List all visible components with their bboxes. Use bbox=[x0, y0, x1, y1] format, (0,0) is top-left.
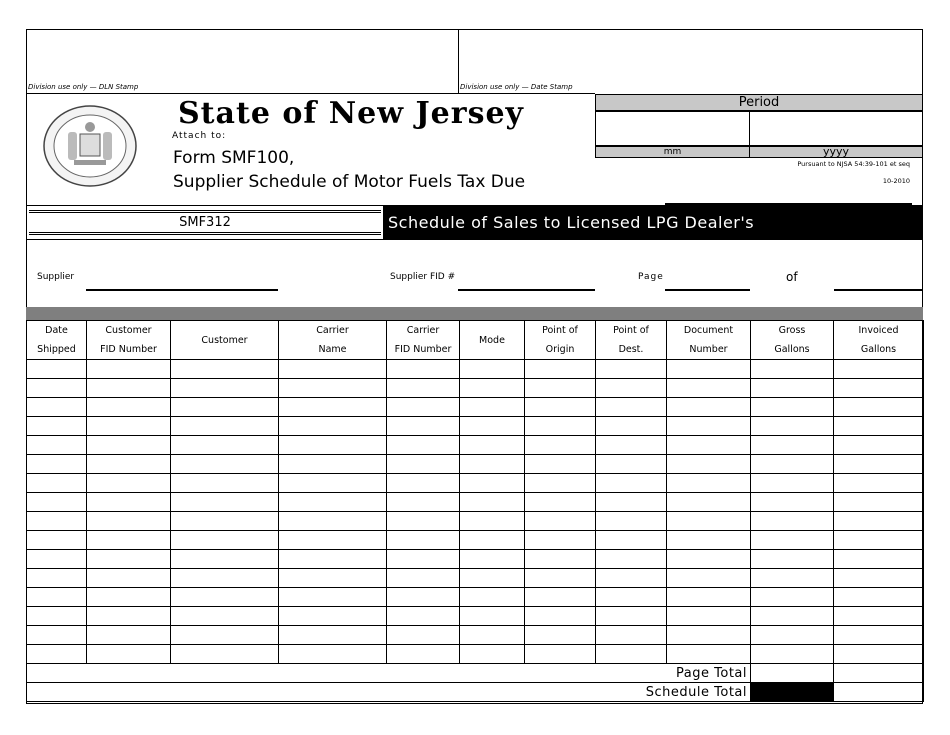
cell-invoiced-gallons-input[interactable] bbox=[834, 493, 924, 512]
table-row bbox=[27, 398, 924, 417]
cell-invoiced-gallons-input[interactable] bbox=[834, 417, 924, 436]
cell-point-of-dest-input[interactable] bbox=[596, 493, 667, 512]
table-row bbox=[27, 417, 924, 436]
cell-invoiced-gallons-input[interactable] bbox=[834, 436, 924, 455]
cell-carrier-name-input[interactable] bbox=[279, 436, 387, 455]
cell-date-shipped-input[interactable] bbox=[27, 474, 87, 493]
cell-carrier-name-input[interactable] bbox=[279, 455, 387, 474]
cell-document-number-input[interactable] bbox=[667, 569, 751, 588]
cell-mode-input[interactable] bbox=[460, 531, 525, 550]
cell-date-shipped-input[interactable] bbox=[27, 398, 87, 417]
cell-date-shipped-input[interactable] bbox=[27, 360, 87, 379]
cell-point-of-dest-input[interactable] bbox=[596, 436, 667, 455]
table-row bbox=[27, 379, 924, 398]
cell-document-number-input[interactable] bbox=[667, 379, 751, 398]
cell-invoiced-gallons-input[interactable] bbox=[834, 588, 924, 607]
table-row bbox=[27, 493, 924, 512]
form-code-box bbox=[26, 205, 384, 240]
cell-mode-input[interactable] bbox=[460, 417, 525, 436]
cell-document-number-input[interactable] bbox=[667, 531, 751, 550]
of-label: of bbox=[786, 270, 798, 284]
form-code: SMF312 bbox=[29, 210, 381, 235]
table-row bbox=[27, 607, 924, 626]
col-document-number: Document Number bbox=[667, 321, 751, 360]
cell-mode-input[interactable] bbox=[460, 360, 525, 379]
col-carrier-fid: Carrier FID Number bbox=[387, 321, 460, 360]
cell-document-number-input[interactable] bbox=[667, 398, 751, 417]
cell-document-number-input[interactable] bbox=[667, 493, 751, 512]
cell-carrier-fid-input[interactable] bbox=[387, 607, 460, 626]
cell-customer-fid-input[interactable] bbox=[87, 645, 171, 664]
cell-customer-input[interactable] bbox=[171, 512, 279, 531]
cell-date-shipped-input[interactable] bbox=[27, 436, 87, 455]
cell-document-number-input[interactable] bbox=[667, 607, 751, 626]
cell-point-of-dest-input[interactable] bbox=[596, 550, 667, 569]
cell-gross-gallons-input[interactable] bbox=[751, 550, 834, 569]
cell-point-of-dest-input[interactable] bbox=[596, 607, 667, 626]
cell-gross-gallons-input[interactable] bbox=[751, 531, 834, 550]
cell-gross-gallons-input[interactable] bbox=[751, 360, 834, 379]
cell-date-shipped-input[interactable] bbox=[27, 626, 87, 645]
cell-document-number-input[interactable] bbox=[667, 474, 751, 493]
cell-point-of-dest-input[interactable] bbox=[596, 417, 667, 436]
cell-point-of-origin-input[interactable] bbox=[525, 531, 596, 550]
cell-point-of-dest-input[interactable] bbox=[596, 360, 667, 379]
cell-invoiced-gallons-input[interactable] bbox=[834, 474, 924, 493]
cell-date-shipped-input[interactable] bbox=[27, 531, 87, 550]
cell-invoiced-gallons-input[interactable] bbox=[834, 512, 924, 531]
page-label: Page bbox=[638, 272, 664, 282]
cell-point-of-origin-input[interactable] bbox=[525, 417, 596, 436]
cell-mode-input[interactable] bbox=[460, 493, 525, 512]
cell-customer-input[interactable] bbox=[171, 474, 279, 493]
cell-invoiced-gallons-input[interactable] bbox=[834, 569, 924, 588]
cell-mode-input[interactable] bbox=[460, 398, 525, 417]
table-header-row bbox=[27, 321, 924, 360]
table-row bbox=[27, 360, 924, 379]
cell-point-of-dest-input[interactable] bbox=[596, 455, 667, 474]
table-row bbox=[27, 512, 924, 531]
cell-customer-fid-input[interactable] bbox=[87, 474, 171, 493]
cell-customer-fid-input[interactable] bbox=[87, 379, 171, 398]
cell-document-number-input[interactable] bbox=[667, 645, 751, 664]
cell-date-shipped-input[interactable] bbox=[27, 588, 87, 607]
cell-mode-input[interactable] bbox=[460, 379, 525, 398]
cell-carrier-name-input[interactable] bbox=[279, 531, 387, 550]
cell-point-of-origin-input[interactable] bbox=[525, 550, 596, 569]
col-carrier-name: Carrier Name bbox=[279, 321, 387, 360]
cell-point-of-dest-input[interactable] bbox=[596, 474, 667, 493]
cell-gross-gallons-input[interactable] bbox=[751, 512, 834, 531]
dln-stamp-label: Division use only — DLN Stamp bbox=[28, 83, 139, 91]
form-reference: Form SMF100, bbox=[173, 148, 295, 168]
table-row bbox=[27, 531, 924, 550]
col-invoiced-gallons: Invoiced Gallons bbox=[834, 321, 924, 360]
cell-document-number-input[interactable] bbox=[667, 360, 751, 379]
table-row bbox=[27, 569, 924, 588]
table-row bbox=[27, 455, 924, 474]
cell-date-shipped-input[interactable] bbox=[27, 379, 87, 398]
attach-to-label: Attach to: bbox=[172, 131, 227, 141]
page-count-input[interactable] bbox=[834, 289, 922, 291]
cell-gross-gallons-input[interactable] bbox=[751, 645, 834, 664]
col-point-of-dest: Point of Dest. bbox=[596, 321, 667, 360]
cell-point-of-origin-input[interactable] bbox=[525, 455, 596, 474]
cell-gross-gallons-input[interactable] bbox=[751, 493, 834, 512]
cell-carrier-fid-input[interactable] bbox=[387, 645, 460, 664]
cell-point-of-origin-input[interactable] bbox=[525, 588, 596, 607]
schedule-total-row bbox=[27, 683, 924, 702]
cell-mode-input[interactable] bbox=[460, 455, 525, 474]
cell-invoiced-gallons-input[interactable] bbox=[834, 531, 924, 550]
cell-carrier-name-input[interactable] bbox=[279, 360, 387, 379]
cell-point-of-dest-input[interactable] bbox=[596, 512, 667, 531]
cell-document-number-input[interactable] bbox=[667, 436, 751, 455]
cell-gross-gallons-input[interactable] bbox=[751, 398, 834, 417]
col-customer: Customer bbox=[171, 321, 279, 360]
cell-invoiced-gallons-input[interactable] bbox=[834, 398, 924, 417]
cell-gross-gallons-input[interactable] bbox=[751, 379, 834, 398]
cell-point-of-origin-input[interactable] bbox=[525, 626, 596, 645]
schedule-title: Schedule of Sales to Licensed LPG Dealer's bbox=[384, 205, 923, 240]
cell-carrier-name-input[interactable] bbox=[279, 398, 387, 417]
cell-customer-input[interactable] bbox=[171, 360, 279, 379]
supplier-label: Supplier bbox=[37, 272, 75, 282]
cell-customer-input[interactable] bbox=[171, 550, 279, 569]
cell-carrier-name-input[interactable] bbox=[279, 417, 387, 436]
cell-customer-input[interactable] bbox=[171, 569, 279, 588]
schedule-total-invoiced-input[interactable] bbox=[834, 683, 924, 702]
cell-point-of-dest-input[interactable] bbox=[596, 531, 667, 550]
cell-carrier-fid-input[interactable] bbox=[387, 379, 460, 398]
cell-carrier-fid-input[interactable] bbox=[387, 512, 460, 531]
cell-point-of-origin-input[interactable] bbox=[525, 607, 596, 626]
cell-customer-input[interactable] bbox=[171, 455, 279, 474]
cell-point-of-origin-input[interactable] bbox=[525, 360, 596, 379]
col-customer-fid: Customer FID Number bbox=[87, 321, 171, 360]
cell-mode-input[interactable] bbox=[460, 645, 525, 664]
cell-date-shipped-input[interactable] bbox=[27, 550, 87, 569]
table-row bbox=[27, 588, 924, 607]
cell-point-of-dest-input[interactable] bbox=[596, 645, 667, 664]
cell-customer-fid-input[interactable] bbox=[87, 512, 171, 531]
table-row bbox=[27, 626, 924, 645]
cell-carrier-fid-input[interactable] bbox=[387, 531, 460, 550]
cell-customer-fid-input[interactable] bbox=[87, 569, 171, 588]
cell-carrier-fid-input[interactable] bbox=[387, 569, 460, 588]
cell-mode-input[interactable] bbox=[460, 588, 525, 607]
cell-customer-fid-input[interactable] bbox=[87, 607, 171, 626]
cell-point-of-origin-input[interactable] bbox=[525, 474, 596, 493]
cell-customer-fid-input[interactable] bbox=[87, 436, 171, 455]
cell-invoiced-gallons-input[interactable] bbox=[834, 645, 924, 664]
cell-carrier-fid-input[interactable] bbox=[387, 417, 460, 436]
cell-carrier-name-input[interactable] bbox=[279, 379, 387, 398]
col-gross-gallons: Gross Gallons bbox=[751, 321, 834, 360]
cell-customer-fid-input[interactable] bbox=[87, 398, 171, 417]
period-year-input[interactable] bbox=[749, 111, 923, 146]
page-total-row bbox=[27, 664, 924, 683]
stamp-bottom-line bbox=[26, 93, 595, 94]
cell-customer-input[interactable] bbox=[171, 398, 279, 417]
period-yyyy-label: yyyy bbox=[749, 146, 923, 158]
cell-customer-input[interactable] bbox=[171, 531, 279, 550]
cell-mode-input[interactable] bbox=[460, 436, 525, 455]
cell-invoiced-gallons-input[interactable] bbox=[834, 379, 924, 398]
cell-customer-input[interactable] bbox=[171, 588, 279, 607]
cell-carrier-name-input[interactable] bbox=[279, 626, 387, 645]
cell-mode-input[interactable] bbox=[460, 626, 525, 645]
stamp-divider bbox=[458, 29, 459, 94]
cell-point-of-dest-input[interactable] bbox=[596, 626, 667, 645]
cell-mode-input[interactable] bbox=[460, 550, 525, 569]
form-revision: 10-2010 bbox=[882, 177, 910, 185]
table-row bbox=[27, 436, 924, 455]
cell-customer-fid-input[interactable] bbox=[87, 626, 171, 645]
statute-reference: Pursuant to NJSA 54:39-101 et seq bbox=[797, 160, 910, 168]
cell-customer-input[interactable] bbox=[171, 493, 279, 512]
cell-gross-gallons-input[interactable] bbox=[751, 455, 834, 474]
cell-gross-gallons-input[interactable] bbox=[751, 474, 834, 493]
cell-customer-input[interactable] bbox=[171, 607, 279, 626]
state-title: State of New Jersey bbox=[178, 96, 524, 131]
cell-customer-fid-input[interactable] bbox=[87, 531, 171, 550]
cell-mode-input[interactable] bbox=[460, 474, 525, 493]
cell-date-shipped-input[interactable] bbox=[27, 645, 87, 664]
cell-gross-gallons-input[interactable] bbox=[751, 417, 834, 436]
cell-carrier-name-input[interactable] bbox=[279, 474, 387, 493]
date-stamp-label: Division use only — Date Stamp bbox=[460, 83, 573, 91]
cell-customer-input[interactable] bbox=[171, 626, 279, 645]
cell-mode-input[interactable] bbox=[460, 569, 525, 588]
cell-point-of-dest-input[interactable] bbox=[596, 588, 667, 607]
cell-carrier-fid-input[interactable] bbox=[387, 398, 460, 417]
cell-document-number-input[interactable] bbox=[667, 588, 751, 607]
cell-customer-fid-input[interactable] bbox=[87, 493, 171, 512]
table-row bbox=[27, 645, 924, 664]
col-date-shipped: Date Shipped bbox=[27, 321, 87, 360]
cell-document-number-input[interactable] bbox=[667, 550, 751, 569]
nj-state-seal-icon bbox=[42, 104, 138, 188]
cell-gross-gallons-input[interactable] bbox=[751, 588, 834, 607]
cell-invoiced-gallons-input[interactable] bbox=[834, 455, 924, 474]
cell-point-of-origin-input[interactable] bbox=[525, 569, 596, 588]
cell-point-of-dest-input[interactable] bbox=[596, 569, 667, 588]
schedule-total-label: Schedule Total bbox=[27, 683, 751, 702]
cell-point-of-origin-input[interactable] bbox=[525, 493, 596, 512]
cell-date-shipped-input[interactable] bbox=[27, 512, 87, 531]
cell-carrier-name-input[interactable] bbox=[279, 512, 387, 531]
cell-carrier-fid-input[interactable] bbox=[387, 474, 460, 493]
cell-date-shipped-input[interactable] bbox=[27, 493, 87, 512]
cell-date-shipped-input[interactable] bbox=[27, 455, 87, 474]
cell-point-of-origin-input[interactable] bbox=[525, 379, 596, 398]
cell-point-of-origin-input[interactable] bbox=[525, 398, 596, 417]
cell-customer-input[interactable] bbox=[171, 417, 279, 436]
cell-gross-gallons-input[interactable] bbox=[751, 569, 834, 588]
cell-point-of-origin-input[interactable] bbox=[525, 645, 596, 664]
col-point-of-origin: Point of Origin bbox=[525, 321, 596, 360]
cell-carrier-fid-input[interactable] bbox=[387, 455, 460, 474]
col-mode: Mode bbox=[460, 321, 525, 360]
cell-document-number-input[interactable] bbox=[667, 455, 751, 474]
cell-gross-gallons-input[interactable] bbox=[751, 436, 834, 455]
cell-carrier-name-input[interactable] bbox=[279, 493, 387, 512]
supplier-fid-label: Supplier FID # bbox=[390, 272, 456, 282]
cell-gross-gallons-input[interactable] bbox=[751, 607, 834, 626]
cell-carrier-name-input[interactable] bbox=[279, 569, 387, 588]
cell-carrier-fid-input[interactable] bbox=[387, 550, 460, 569]
page-total-gross-input[interactable] bbox=[751, 664, 834, 683]
period-mm-label: mm bbox=[595, 146, 750, 158]
cell-carrier-name-input[interactable] bbox=[279, 550, 387, 569]
cell-document-number-input[interactable] bbox=[667, 417, 751, 436]
cell-customer-input[interactable] bbox=[171, 436, 279, 455]
cell-invoiced-gallons-input[interactable] bbox=[834, 607, 924, 626]
period-month-input[interactable] bbox=[595, 111, 750, 146]
cell-date-shipped-input[interactable] bbox=[27, 569, 87, 588]
cell-customer-fid-input[interactable] bbox=[87, 550, 171, 569]
cell-carrier-fid-input[interactable] bbox=[387, 493, 460, 512]
cell-customer-fid-input[interactable] bbox=[87, 360, 171, 379]
cell-point-of-dest-input[interactable] bbox=[596, 398, 667, 417]
cell-document-number-input[interactable] bbox=[667, 626, 751, 645]
cell-invoiced-gallons-input[interactable] bbox=[834, 550, 924, 569]
cell-gross-gallons-input[interactable] bbox=[751, 626, 834, 645]
supplier-name-input[interactable] bbox=[86, 289, 278, 291]
cell-date-shipped-input[interactable] bbox=[27, 417, 87, 436]
cell-document-number-input[interactable] bbox=[667, 512, 751, 531]
period-header: Period bbox=[595, 94, 923, 111]
cell-customer-input[interactable] bbox=[171, 645, 279, 664]
cell-invoiced-gallons-input[interactable] bbox=[834, 360, 924, 379]
cell-carrier-fid-input[interactable] bbox=[387, 436, 460, 455]
cell-carrier-fid-input[interactable] bbox=[387, 626, 460, 645]
page-total-label: Page Total bbox=[27, 664, 751, 683]
cell-customer-input[interactable] bbox=[171, 379, 279, 398]
cell-carrier-fid-input[interactable] bbox=[387, 360, 460, 379]
cell-point-of-origin-input[interactable] bbox=[525, 436, 596, 455]
table-row bbox=[27, 474, 924, 493]
form-description: Supplier Schedule of Motor Fuels Tax Due bbox=[173, 172, 526, 192]
cell-carrier-name-input[interactable] bbox=[279, 588, 387, 607]
cell-mode-input[interactable] bbox=[460, 512, 525, 531]
cell-customer-fid-input[interactable] bbox=[87, 417, 171, 436]
sales-schedule-table bbox=[26, 320, 924, 702]
cell-customer-fid-input[interactable] bbox=[87, 588, 171, 607]
section-divider-bar bbox=[26, 307, 923, 320]
table-row bbox=[27, 550, 924, 569]
cell-point-of-dest-input[interactable] bbox=[596, 379, 667, 398]
cell-carrier-name-input[interactable] bbox=[279, 607, 387, 626]
cell-carrier-name-input[interactable] bbox=[279, 645, 387, 664]
cell-invoiced-gallons-input[interactable] bbox=[834, 626, 924, 645]
page-number-input[interactable] bbox=[665, 289, 750, 291]
cell-carrier-fid-input[interactable] bbox=[387, 588, 460, 607]
cell-customer-fid-input[interactable] bbox=[87, 455, 171, 474]
cell-mode-input[interactable] bbox=[460, 607, 525, 626]
supplier-fid-input[interactable] bbox=[458, 289, 595, 291]
cell-point-of-origin-input[interactable] bbox=[525, 512, 596, 531]
schedule-total-gross-shaded bbox=[751, 683, 834, 702]
page-total-invoiced-input[interactable] bbox=[834, 664, 924, 683]
cell-date-shipped-input[interactable] bbox=[27, 607, 87, 626]
